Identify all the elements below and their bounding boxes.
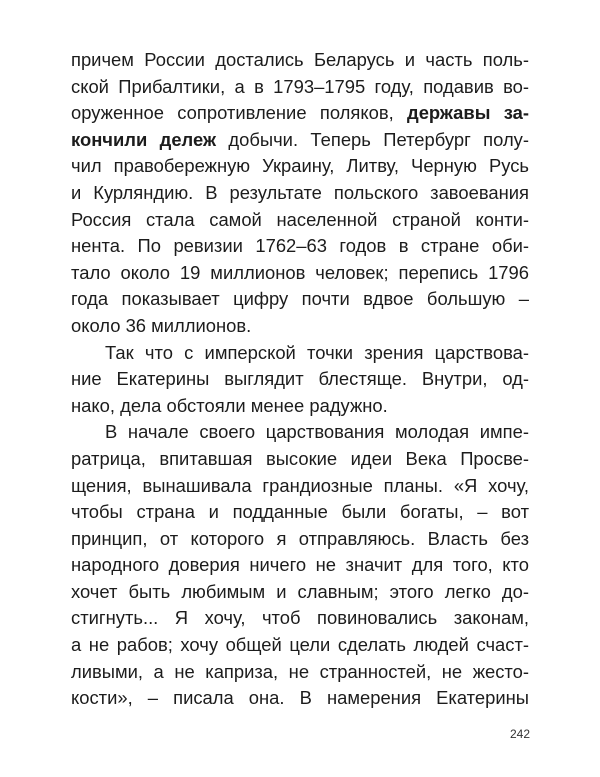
text-segment: года показывает цифру почти вдвое большую – [71, 288, 529, 310]
text-line [71, 47, 529, 74]
text-segment: чтобы страна и подданные были богаты, – вот [71, 501, 529, 523]
text-segment: Россия стала самой населенной страной конти- [71, 208, 529, 230]
text-line [71, 579, 529, 606]
text-line [71, 499, 529, 526]
text-line [71, 286, 529, 313]
text-line [71, 127, 529, 154]
text-line [71, 100, 529, 127]
text-segment: чил правобережную Украину, Литву, Черную Русь [71, 155, 529, 177]
text-segment: кости», – писала она. В намерения Екатерины [71, 687, 529, 709]
text-segment: ской Прибалтики, а в 1793–1795 году, подавив во- [71, 75, 529, 97]
text-segment: нако, дела обстояли менее радужно. [71, 394, 388, 416]
text-line [71, 366, 529, 393]
text-line [71, 233, 529, 260]
text-segment: около 36 миллионов. [71, 314, 252, 336]
text-line [71, 632, 529, 659]
text-line [71, 180, 529, 207]
page-number: 242 [509, 727, 530, 741]
paragraph [71, 47, 529, 340]
bold-text: кончили дележ [71, 128, 217, 150]
text-line [71, 685, 529, 712]
text-line [71, 605, 529, 632]
text-line [71, 313, 529, 340]
text-segment: тало около 19 миллионов человек; перепись 1796 [71, 261, 529, 283]
text-line [71, 446, 529, 473]
text-segment: и Курляндию. В результате польского завоевания [71, 181, 529, 203]
text-segment: принцип, от которого я отправляюсь. Власть без [71, 527, 529, 549]
text-line [71, 207, 529, 234]
text-segment: нента. По ревизии 1762–63 годов в стране оби- [71, 235, 529, 257]
text-segment: ливыми, а не каприза, не странностей, не жесто- [71, 660, 529, 682]
text-segment: добычи. Теперь Петербург полу- [216, 128, 529, 150]
text-line [71, 473, 529, 500]
text-segment: оруженное сопротивление поляков, [71, 102, 408, 124]
text-line [71, 526, 529, 553]
text-segment: В начале своего царствования молодая импе- [105, 421, 529, 443]
text-segment: щения, вынашивала грандиозные планы. «Я хочу, [71, 474, 529, 496]
text-segment: причем России достались Беларусь и часть поль- [71, 49, 529, 70]
text-line [71, 393, 529, 420]
text-line [71, 552, 529, 579]
bold-text: державы за- [407, 102, 529, 124]
text-segment: народного доверия ничего не значит для того, кто [71, 554, 529, 576]
body-text [71, 47, 529, 712]
text-line [71, 260, 529, 287]
paragraph [71, 340, 529, 420]
text-segment: стигнуть... Я хочу, чтоб повиновались законам, [71, 607, 529, 629]
text-line [71, 153, 529, 180]
text-segment: ние Екатерины выглядит блестяще. Внутри, од- [71, 368, 529, 390]
text-segment: а не рабов; хочу общей цели сделать людей счаст- [71, 634, 529, 656]
text-segment: Так что с имперской точки зрения царствова- [105, 341, 529, 363]
text-line [71, 340, 529, 367]
text-segment: хочет быть любимым и славным; этого легко до- [71, 580, 529, 602]
text-segment: ратрица, впитавшая высокие идеи Века Просве- [71, 447, 529, 469]
text-line [71, 74, 529, 101]
paragraph [71, 419, 529, 712]
text-line [71, 419, 529, 446]
text-line [71, 659, 529, 686]
